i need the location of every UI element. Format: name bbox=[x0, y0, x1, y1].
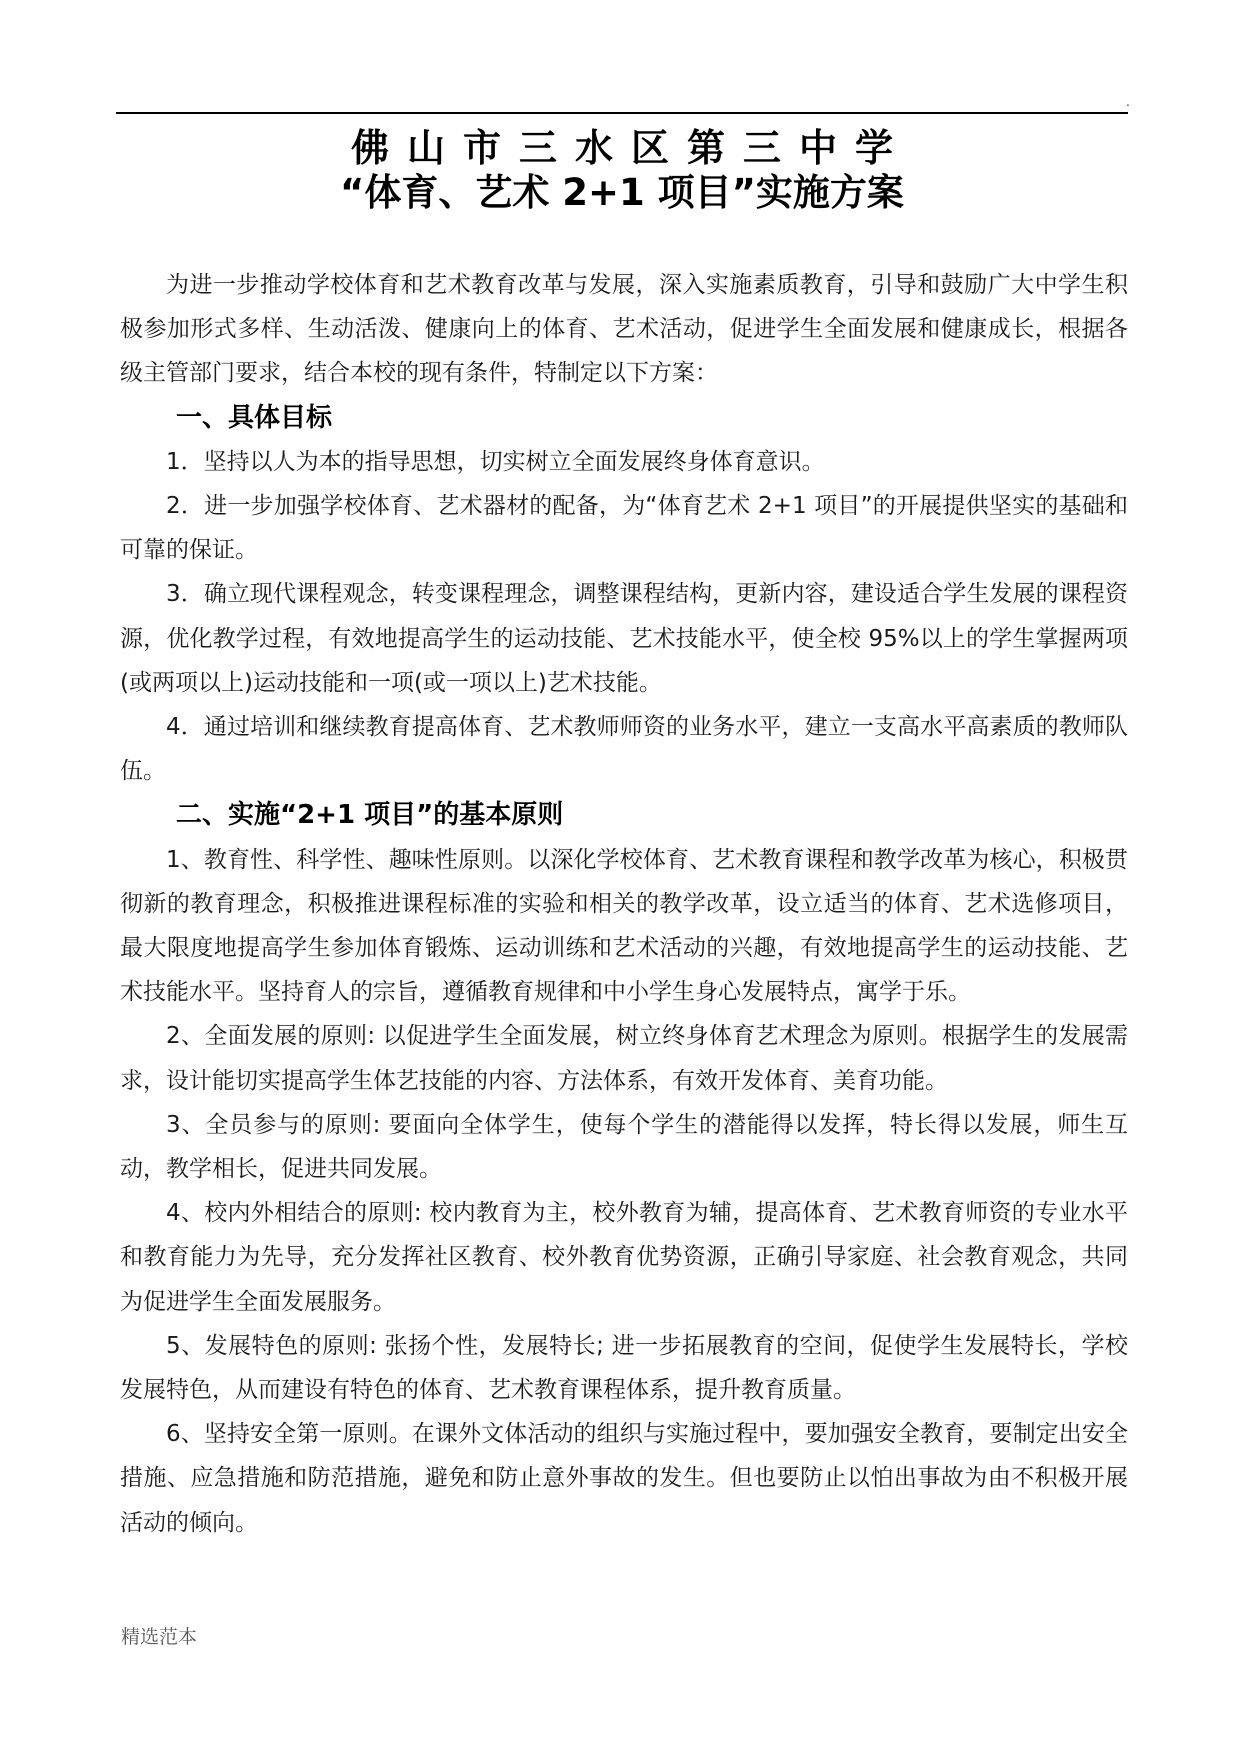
title-plan-name: “体育、艺术 2+1 项目”实施方案 bbox=[340, 171, 904, 214]
intro-paragraph: 为进一步推动学校体育和艺术教育改革与发展，深入实施素质教育，引导和鼓励广大中学生积极参加形式多样、生动活泼、健康向上的体育、艺术活动，促进学生全面发展和健康成长，根据各级主管部门要求，结合本校的现有条件，特制定以下方案： bbox=[120, 272, 1128, 387]
principle-item-2: 2、全面发展的原则: 以促进学生全面发展，树立终身体育艺术理念为原则。根据学生的发展需求，设计能切实提高学生体艺技能的内容、方法体系，有效开发体育、美育功能。 bbox=[120, 1023, 1128, 1094]
principle-item-3: 3、全员参与的原则: 要面向全体学生，使每个学生的潜能得以发挥，特长得以发展，师生互动，教学相长，促进共同发展。 bbox=[120, 1111, 1128, 1183]
goal-item-2: 2．进一步加强学校体育、艺术器材的配备，为“体育艺术 2+1 项目”的开展提供坚实的基础和可靠的保证。 bbox=[120, 493, 1128, 564]
header-dot: . bbox=[1126, 95, 1130, 109]
principle-item-1: 1、教育性、科学性、趣味性原则。以深化学校体育、艺术教育课程和教学改革为核心，积极贯彻新的教育理念，积极推进课程标准的实验和相关的教学改革，设立适当的体育、艺术选修项目，最大限度地提高学生参加体育锻炼、运动训练和艺术活动的兴趣，有效地提高学生的运动技能、艺术技能水平。坚持育人的宗旨，遵循教育规律和中小学生身心发展特点，寓学于乐。 bbox=[120, 846, 1128, 1006]
principle-item-6: 6、坚持安全第一原则。在课外文体活动的组织与实施过程中，要加强安全教育，要制定出安全措施、应急措施和防范措施，避免和防止意外事故的发生。但也要防止以怕出事故为由不积极开展活动的倾向。 bbox=[120, 1421, 1128, 1536]
goal-item-1: 1．坚持以人为本的指导思想，切实树立全面发展终身体育意识。 bbox=[166, 448, 825, 475]
principle-item-5: 5、发展特色的原则: 张扬个性，发展特长; 进一步拓展教育的空间，促使学生发展特长，学校发展特色，从而建设有特色的体育、艺术教育课程体系，提升教育质量。 bbox=[120, 1332, 1128, 1404]
section-heading-principles: 二、实施“2+1 项目”的基本原则 bbox=[176, 800, 564, 831]
header-rule bbox=[116, 112, 1128, 114]
title-school-name: 佛山市三水区第三中学 bbox=[350, 126, 911, 170]
document-body bbox=[120, 263, 1128, 1545]
footer-label: 精选范本 bbox=[121, 1626, 198, 1648]
goal-item-4: 4．通过培训和继续教育提高体育、艺术教师师资的业务水平，建立一支高水平高素质的教师队伍。 bbox=[120, 714, 1128, 785]
section-heading-goals: 一、具体目标 bbox=[176, 402, 333, 433]
principle-item-4: 4、校内外相结合的原则: 校内教育为主，校外教育为辅，提高体育、艺术教育师资的专业水平和教育能力为先导，充分发挥社区教育、校外教育优势资源，正确引导家庭、社会教育观念，共同为促进学生全面发展服务。 bbox=[120, 1200, 1128, 1315]
goal-item-3: 3．确立现代课程观念，转变课程理念，调整课程结构，更新内容，建设适合学生发展的课程资源，优化教学过程，有效地提高学生的运动技能、艺术技能水平，使全校 95%以上的学生掌握两项(或两项以上)运动技能和一项(或一项以上)艺术技能。 bbox=[120, 581, 1128, 696]
